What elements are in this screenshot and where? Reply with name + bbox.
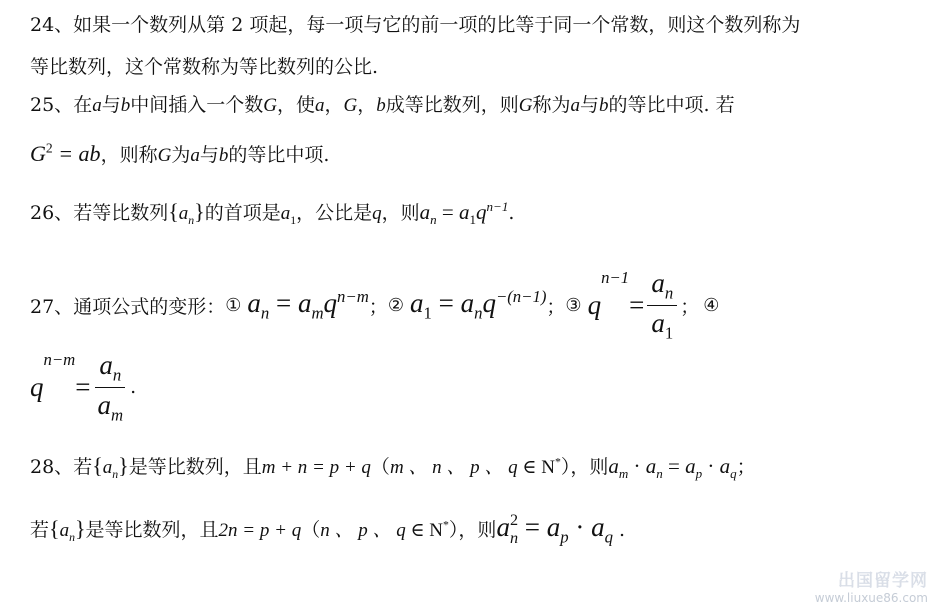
formula-G-squared: $G^2$ = ab bbox=[30, 140, 101, 166]
formula-product-1: $a_m \cdot a_n = a_p \cdot a_q$ bbox=[608, 454, 737, 482]
formula-variant-3: q n−1 = $\frac{a_n}{a_1}$ bbox=[588, 268, 681, 342]
formula-variant-1: $a_n = a_mq^{n-m}$ bbox=[247, 286, 369, 323]
paragraph-26: 26、若等比数列$\{a_n\}$的首项是$a_1$，公比是q，则$a_n = a_1q^{n-1}$. bbox=[30, 199, 515, 228]
paragraph-27-line-2: q n−m = $\frac{a_n}{a_m}$ . bbox=[30, 350, 137, 425]
paragraph-24-line-2: 等比数列，这个常数称为等比数列的公比. bbox=[30, 56, 379, 78]
watermark-url: www.liuxue86.com bbox=[814, 591, 928, 605]
item-number: 25、 bbox=[30, 94, 74, 116]
formula-product-2: a 2 n = $a_p \cdot a_q$ bbox=[496, 511, 614, 547]
formula-index-sum: m + n = p + q bbox=[261, 457, 371, 478]
formula-variant-4: q n−m = $\frac{a_n}{a_m}$ bbox=[30, 350, 130, 424]
var-a: a bbox=[92, 95, 102, 116]
formula-general-term: $a_n = a_1q^{n-1}$ bbox=[419, 199, 509, 228]
item-number: 26、 bbox=[30, 202, 74, 224]
paragraph-28-line-2: 若$\{a_n\}$是等比数列，且2n = p + q（n 、 p 、 q ∈ N*），则a 2 n = $a_p \cdot a_q$ . bbox=[30, 511, 626, 547]
var-G: G bbox=[263, 95, 277, 116]
paragraph-27-line-1: 27、 通项公式的变形： ① $a_n = a_mq^{n-m}$ ； ② $a_1 = a_nq^{-(n-1)}$ ； ③ q n−1 = $\frac{a_n}{a_1}$ ； ④ bbox=[30, 268, 720, 343]
watermark-title: 出国留学网 bbox=[838, 571, 928, 591]
formula-variant-2: $a_1 = a_nq^{-(n-1)}$ bbox=[409, 286, 547, 323]
naturals-symbol: N* bbox=[541, 455, 561, 478]
var-b: b bbox=[120, 95, 131, 116]
item-number: 27、 bbox=[30, 295, 74, 318]
formula-index-double: 2n = p + q bbox=[218, 520, 302, 542]
paragraph-24-line-1: 24、如果一个数列从第 2 项起，每一项与它的前一项的比等于同一个常数，则这个数列称为 bbox=[30, 14, 801, 36]
formula-an: $a_n$ bbox=[178, 203, 195, 227]
paragraph-25-line-1: 25、在a与b中间插入一个数G，使a，G，b成等比数列，则G称为a与b的等比中项. 若 bbox=[30, 94, 735, 116]
site-watermark bbox=[815, 566, 928, 605]
paragraph-28-line-1: 28、若$\{a_n\}$是等比数列，且m + n = p + q（m 、 n 、 p 、 q ∈ N*），则$a_m \cdot a_n = a_p \cdot a_q$； bbox=[30, 453, 756, 482]
item-number: 28、 bbox=[30, 456, 74, 478]
paragraph-25-line-2: $G^2$ = ab，则称G为a与b的等比中项. bbox=[30, 140, 330, 166]
formula-a1: $a_1$ bbox=[280, 203, 297, 227]
